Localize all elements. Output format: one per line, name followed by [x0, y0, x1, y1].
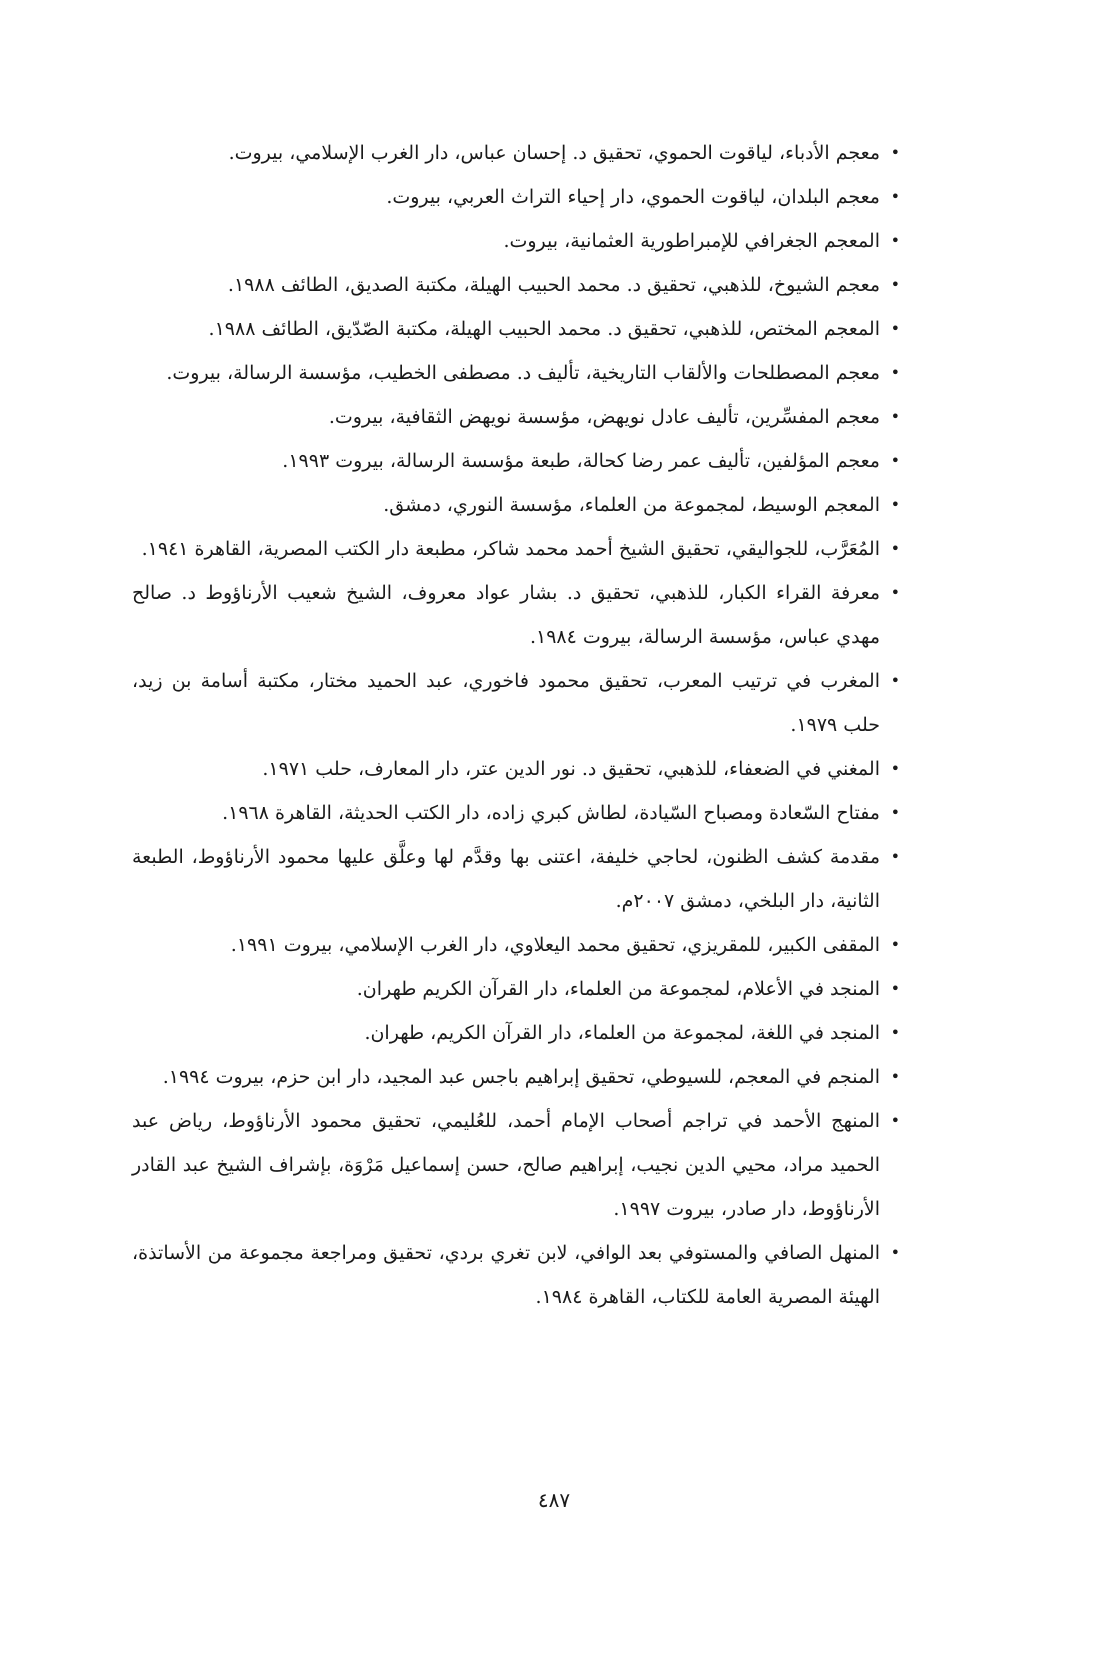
page-number: ٤٨٧: [537, 1488, 571, 1512]
bibliography-entry: • معجم الشيوخ، للذهبي، تحقيق د. محمد الحبيب الهيلة، مكتبة الصديق، الطائف ١٩٨٨.: [132, 263, 900, 307]
bibliography-list: [132, 131, 900, 1319]
bibliography-entry: • المقفى الكبير، للمقريزي، تحقيق محمد اليعلاوي، دار الغرب الإسلامي، بيروت ١٩٩١.: [132, 923, 900, 967]
bibliography-entry: • المنجد في الأعلام، لمجموعة من العلماء، دار القرآن الكريم طهران.: [132, 967, 900, 1011]
bibliography-entry: • معجم المصطلحات والألقاب التاريخية، تأليف د. مصطفى الخطيب، مؤسسة الرسالة، بيروت.: [132, 351, 900, 395]
bibliography-entry: • المعجم الوسيط، لمجموعة من العلماء، مؤسسة النوري، دمشق.: [132, 483, 900, 527]
bibliography-entry: • المغني في الضعفاء، للذهبي، تحقيق د. نور الدين عتر، دار المعارف، حلب ١٩٧١.: [132, 747, 900, 791]
bibliography-entry: • المنجد في اللغة، لمجموعة من العلماء، دار القرآن الكريم، طهران.: [132, 1011, 900, 1055]
bibliography-entry: • مقدمة كشف الظنون، لحاجي خليفة، اعتنى بها وقدَّم لها وعلَّق عليها محمود الأرناؤوط، الطبعة الثانية، دار البلخي، دمشق ٢٠٠٧م.: [132, 835, 900, 923]
bibliography-entry: • معرفة القراء الكبار، للذهبي، تحقيق د. بشار عواد معروف، الشيخ شعيب الأرناؤوط د. صالح مهدي عباس، مؤسسة الرسالة، بيروت ١٩٨٤.: [132, 571, 900, 659]
bibliography-entry: • المنهل الصافي والمستوفي بعد الوافي، لابن تغري بردي، تحقيق ومراجعة مجموعة من الأساتذة، الهيئة المصرية العامة للكتاب، القاهرة ١٩٨٤.: [132, 1231, 900, 1319]
bibliography-entry: • المعجم الجغرافي للإمبراطورية العثمانية، بيروت.: [132, 219, 900, 263]
bibliography-entry: • المنجم في المعجم، للسيوطي، تحقيق إبراهيم باجس عبد المجيد، دار ابن حزم، بيروت ١٩٩٤.: [132, 1055, 900, 1099]
bibliography-entry: • معجم المؤلفين، تأليف عمر رضا كحالة، طبعة مؤسسة الرسالة، بيروت ١٩٩٣.: [132, 439, 900, 483]
bibliography-entry: • المُعَرَّب، للجواليقي، تحقيق الشيخ أحمد محمد شاكر، مطبعة دار الكتب المصرية، القاهرة ١٩٤١.: [132, 527, 900, 571]
bibliography-entry: • المغرب في ترتيب المعرب، تحقيق محمود فاخوري، عبد الحميد مختار، مكتبة أسامة بن زيد، حلب ١٩٧٩.: [132, 659, 900, 747]
bibliography-entry: • المعجم المختص، للذهبي، تحقيق د. محمد الحبيب الهيلة، مكتبة الصّدّيق، الطائف ١٩٨٨.: [132, 307, 900, 351]
bibliography-entry: • المنهج الأحمد في تراجم أصحاب الإمام أحمد، للعُليمي، تحقيق محمود الأرناؤوط، رياض عبد الحميد مراد، محيي الدين نجيب، إبراهيم صالح، حسن إسماعيل مَرْوَة، بإشراف الشيخ عبد القادر الأرناؤوط، دار صادر، بيروت ١٩٩٧.: [132, 1099, 900, 1231]
bibliography-entry: • معجم الأدباء، لياقوت الحموي، تحقيق د. إحسان عباس، دار الغرب الإسلامي، بيروت.: [132, 131, 900, 175]
bibliography-entry: • معجم البلدان، لياقوت الحموي، دار إحياء التراث العربي، بيروت.: [132, 175, 900, 219]
bibliography-entry: • مفتاح السّعادة ومصباح السّيادة، لطاش كبري زاده، دار الكتب الحديثة، القاهرة ١٩٦٨.: [132, 791, 900, 835]
bibliography-entry: • معجم المفسِّرين، تأليف عادل نويهض، مؤسسة نويهض الثقافية، بيروت.: [132, 395, 900, 439]
